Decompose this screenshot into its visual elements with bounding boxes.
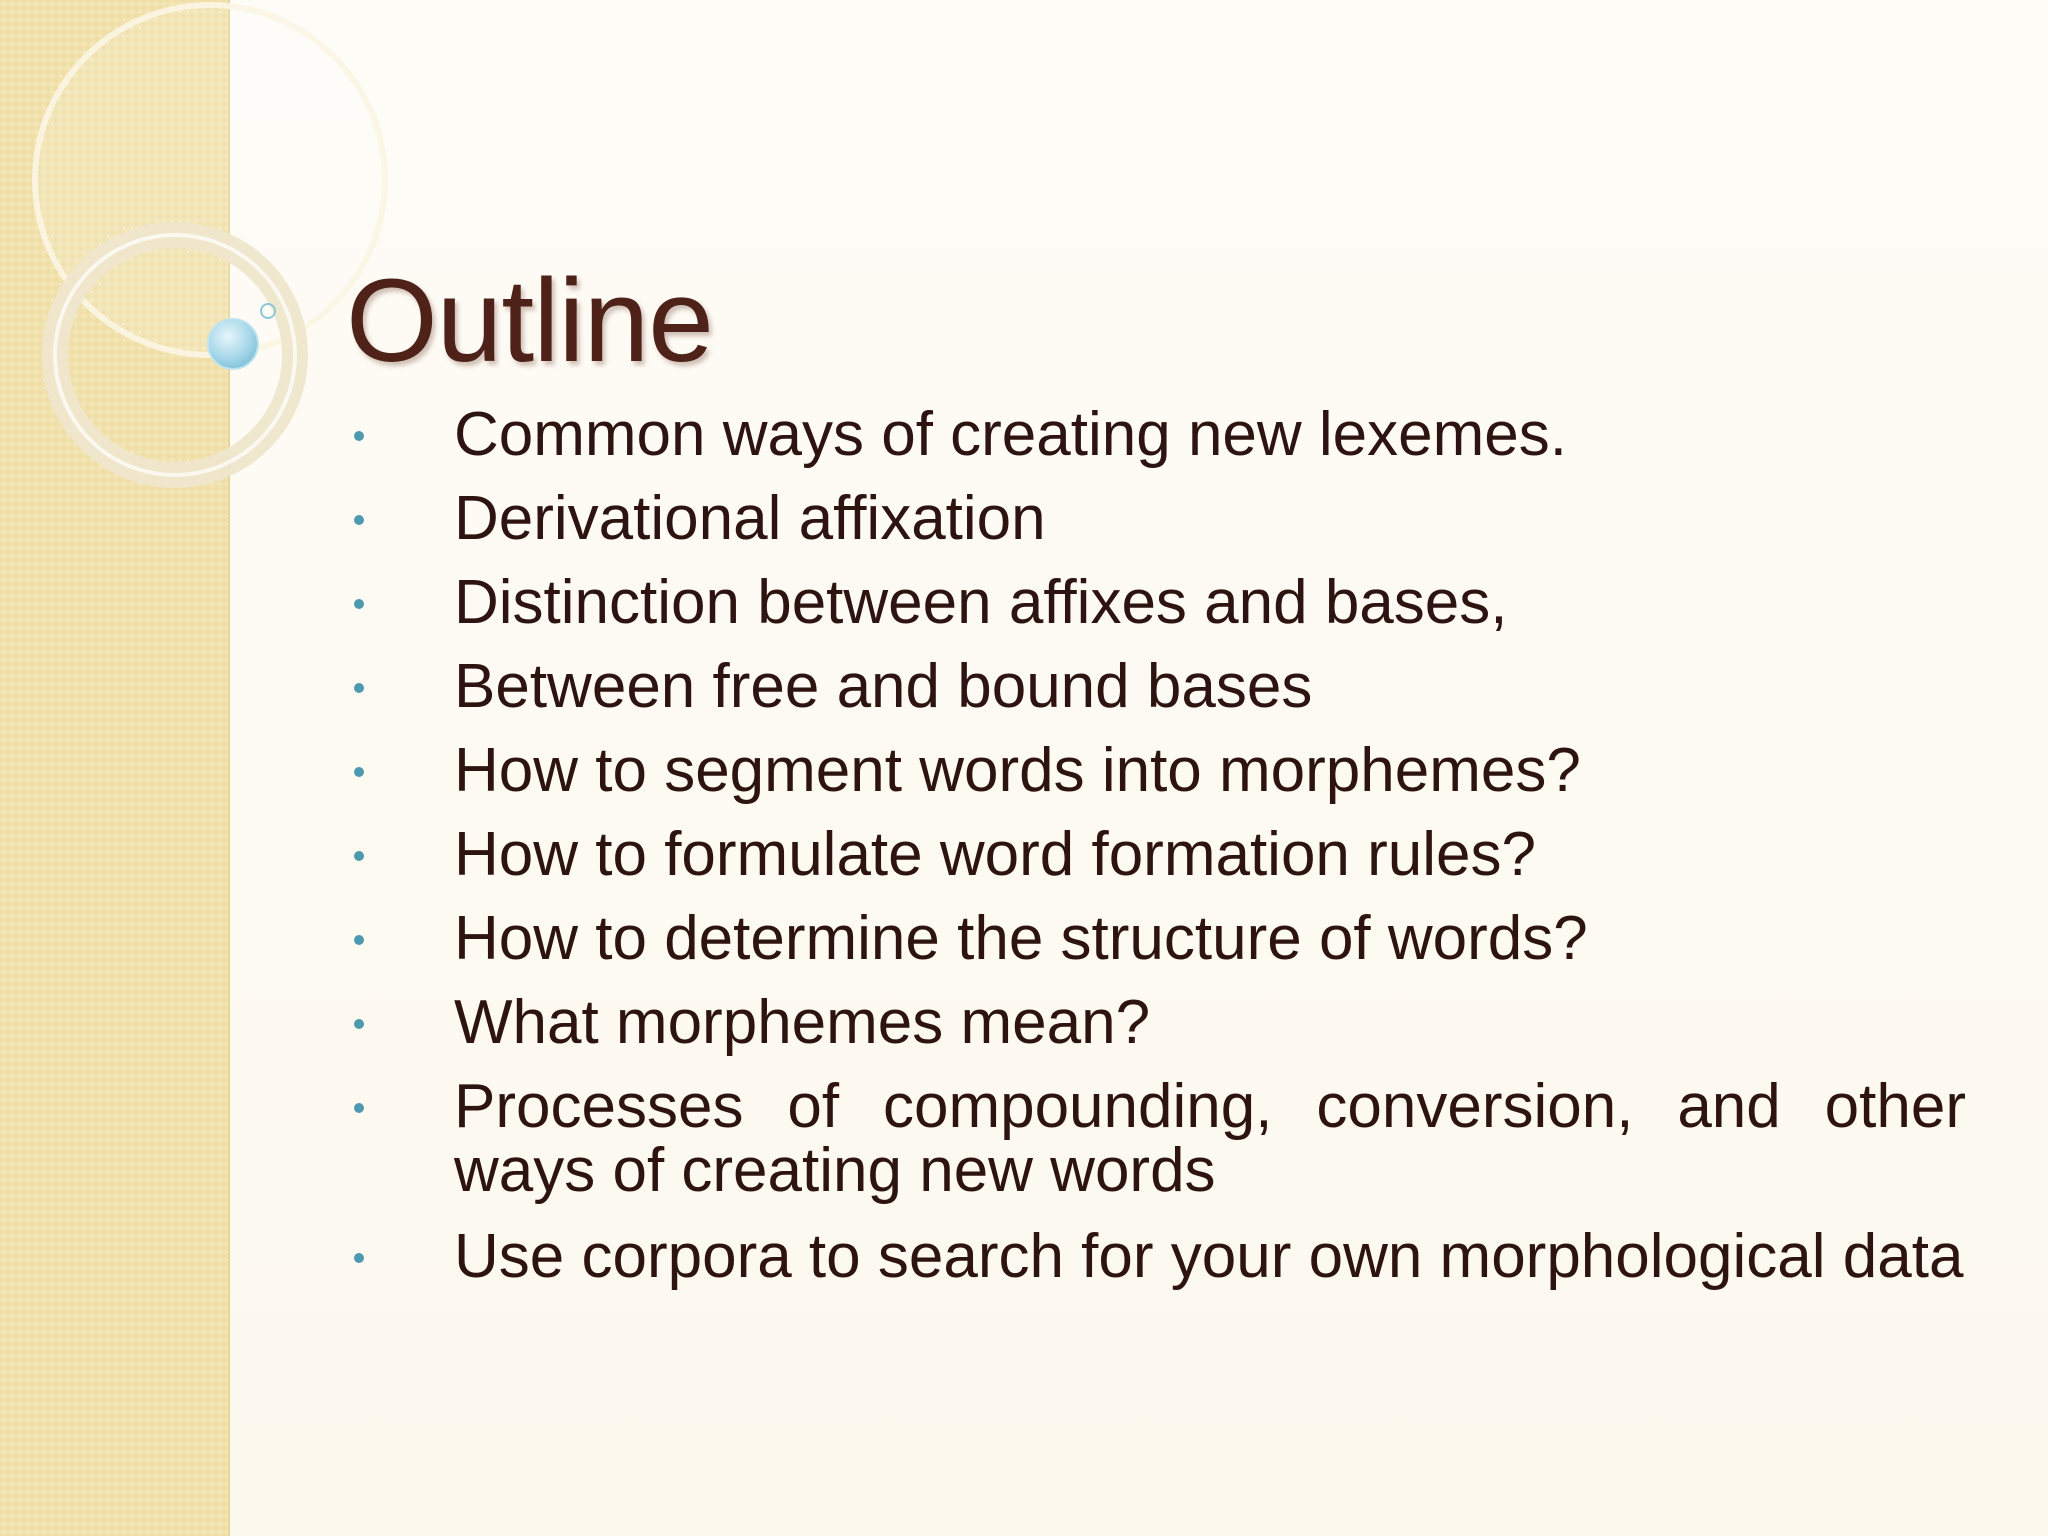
bullet-dot-icon <box>354 1253 364 1263</box>
bullet-text: How to formulate word formation rules? <box>454 820 1537 889</box>
bullet-text: Distinction between affixes and bases, <box>454 568 1508 637</box>
bullet-item <box>346 568 1966 637</box>
bullet-text: How to determine the structure of words? <box>454 904 1588 973</box>
slide-title: Outline <box>346 255 713 387</box>
bullet-item <box>346 988 1966 1057</box>
bullet-item <box>346 400 1966 469</box>
bullet-dot-icon <box>354 683 364 693</box>
bullet-dot-icon <box>354 599 364 609</box>
bullet-item <box>346 904 1966 973</box>
bullet-text: How to segment words into morphemes? <box>454 736 1581 805</box>
bullet-dot-icon <box>354 1019 364 1029</box>
bullet-dot-icon <box>354 935 364 945</box>
bullet-item <box>346 736 1966 805</box>
bullet-item <box>346 652 1966 721</box>
bullet-dot-icon <box>354 851 364 861</box>
bullet-dot-icon <box>354 515 364 525</box>
bullet-dot-icon <box>354 1103 364 1113</box>
bullet-text: Common ways of creating new lexemes. <box>454 400 1568 469</box>
bullet-item <box>346 484 1966 553</box>
bullet-item <box>346 820 1966 889</box>
bullet-text: Between free and bound bases <box>454 652 1313 721</box>
bullet-item <box>346 1222 1966 1291</box>
bullet-dot-icon <box>354 767 364 777</box>
bullet-text: Derivational affixation <box>454 484 1046 553</box>
bullet-item <box>346 1072 1966 1205</box>
bullet-dot-icon <box>354 431 364 441</box>
bullet-text: What morphemes mean? <box>454 988 1151 1057</box>
bullet-list <box>346 400 1966 1311</box>
bullet-text: Processes of compounding, conversion, and other ways of creating new words <box>454 1072 1966 1205</box>
decorative-circles <box>0 0 300 520</box>
bullet-text: Use corpora to search for your own morphological data <box>454 1222 1964 1291</box>
